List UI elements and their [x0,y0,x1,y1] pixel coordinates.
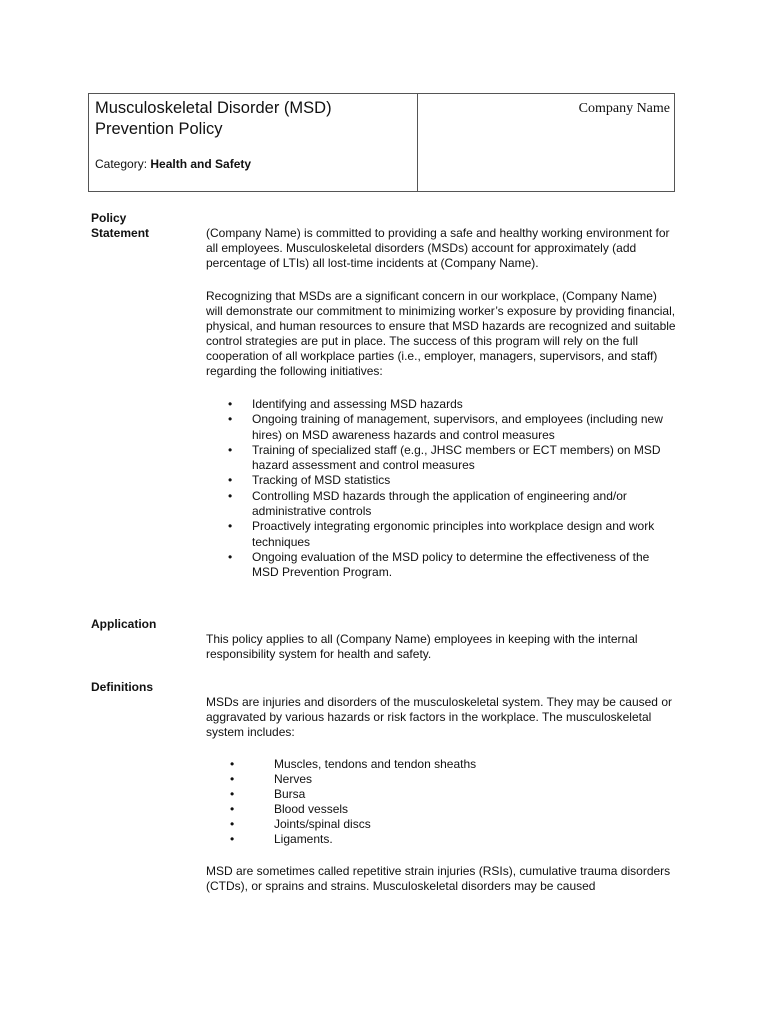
title-line-2: Prevention Policy [95,120,223,138]
list-item: • Joints/spinal discs [230,817,371,832]
header-company-cell [418,94,674,191]
category-label: Category: [95,157,148,171]
definitions-paragraph-1: MSDs are injuries and disorders of the musculoskeletal system. They may be caused or aggravated by various hazards or risk factors in the workplace. The musculoskeletal system includes: [206,695,672,739]
list-item: • Ligaments. [230,832,333,847]
bullet-icon: • [228,473,233,488]
title-line-1: Musculoskeletal Disorder (MSD) [95,99,332,117]
application-label: Application [91,617,157,631]
bullet-icon: • [228,412,233,427]
company-name: Company Name [578,101,670,116]
initiatives-list [206,397,676,581]
list-item: • Muscles, tendons and tendon sheaths [230,757,477,771]
policy-label-line-1: Policy [91,211,127,225]
bullet-icon: • [230,832,235,847]
policy-statement-label [91,211,149,241]
bullet-icon: • [228,488,233,503]
bullet-icon: • [230,772,235,787]
list-item: • Bursa [230,787,306,802]
list-item: • Identifying and assessing MSD hazards [228,397,463,411]
list-item: • Ongoing training of management, supervisors, and employees (including new hires) on MSD awareness hazards and control measures [228,412,663,442]
list-item: • Nerves [230,772,313,787]
list-item: • Blood vessels [230,802,349,817]
document-title [95,98,417,140]
header-title-cell [89,94,418,191]
bullet-icon: • [228,549,233,564]
musculoskeletal-system-list [206,757,676,848]
definitions-label: Definitions [91,680,153,694]
policy-paragraph-2: Recognizing that MSDs are a significant concern in our workplace, (Company Name) will demonstrate our commitment to minimizing worker’s exposure by providing financial, physical, and human resources to ensure that MSD hazards are recognized and suitable control strategies are put in place. The success of this program will rely on the full cooperation of all workplace parties (i.e., employer, managers, supervisors, and staff) regarding the following initiatives: [206,289,676,378]
bullet-icon: • [228,519,233,534]
list-item: • Ongoing evaluation of the MSD policy to determine the effectiveness of the MSD Prevention Program. [228,549,650,580]
list-item: • Proactively integrating ergonomic principles into workplace design and work techniques [228,519,655,549]
bullet-icon: • [230,817,235,832]
list-item: • Training of specialized staff (e.g., JHSC members or ECT members) on MSD hazard assessment and control measures [228,442,661,473]
policy-label-line-2: Statement [91,226,150,240]
list-item: • Tracking of MSD statistics [228,473,391,488]
bullet-icon: • [230,802,235,817]
category-line [95,157,417,171]
application-paragraph: This policy applies to all (Company Name) employees in keeping with the internal responsibility system for health and safety. [206,632,638,661]
bullet-icon: • [228,442,233,457]
list-item: • Controlling MSD hazards through the application of engineering and/or administrative controls [228,488,627,519]
category-value: Health and Safety [150,157,252,171]
bullet-icon: • [228,397,233,411]
definitions-paragraph-2: MSD are sometimes called repetitive strain injuries (RSIs), cumulative trauma disorders (CTDs), or sprains and strains. Musculoskeletal disorders may be caused [206,864,671,893]
bullet-icon: • [230,757,235,771]
header-box [88,93,675,192]
policy-paragraph-1: (Company Name) is committed to providing a safe and healthy working environment for all employees. Musculoskeletal disorders (MSDs) account for approximately (add percentage of LTIs) all lost-time incidents at (Company Name). [206,226,670,270]
bullet-icon: • [230,787,235,802]
